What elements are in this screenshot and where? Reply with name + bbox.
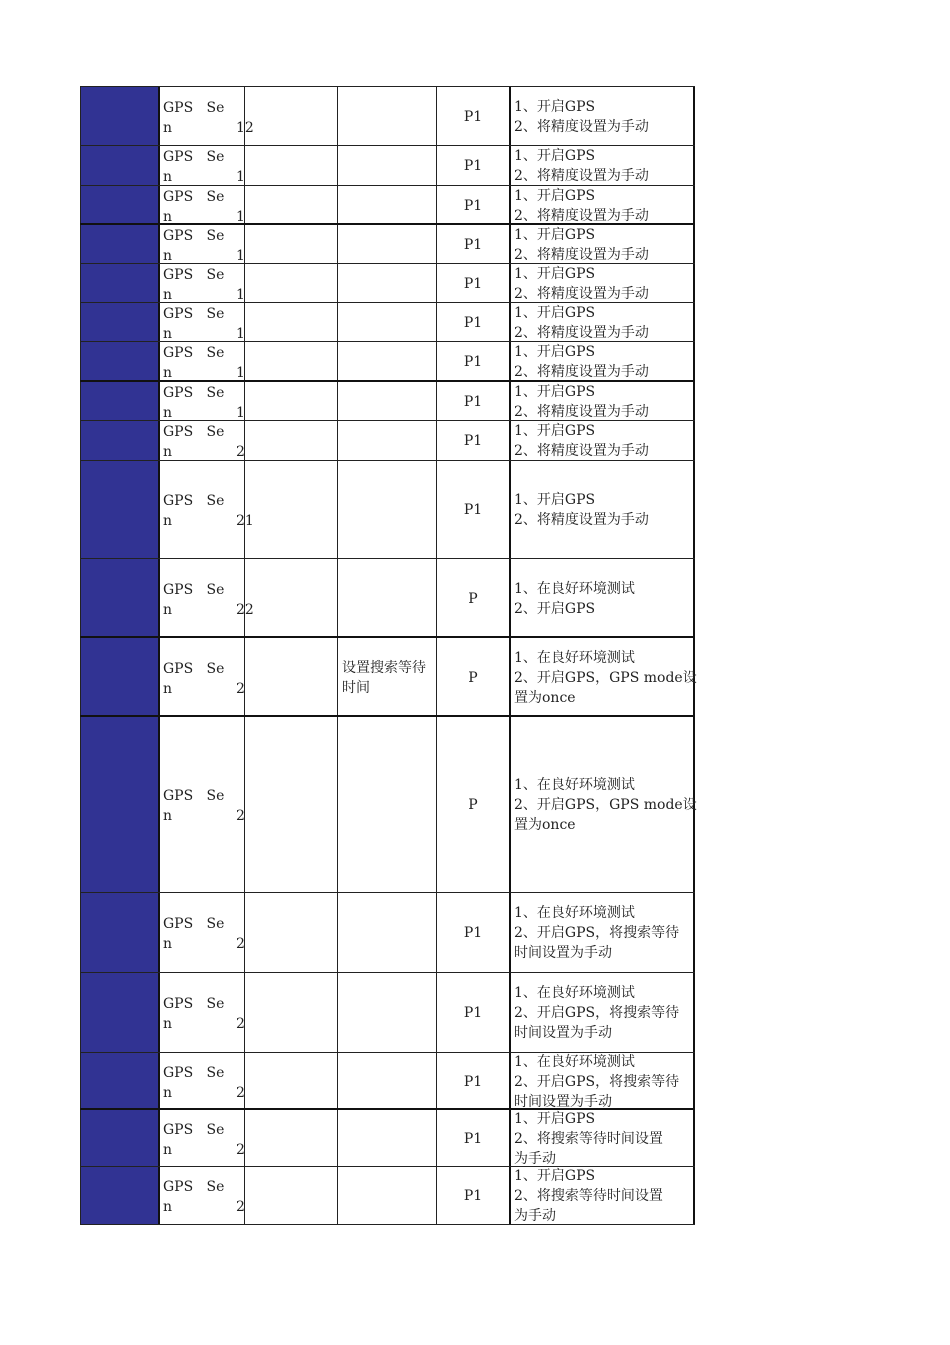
priority-cell[interactable] [437, 87, 511, 145]
step-line: 1、开启GPS [514, 344, 596, 360]
empty-cell[interactable] [245, 1110, 338, 1166]
category-cell[interactable] [80, 87, 160, 145]
case-name-text: GPS Se n [163, 149, 225, 185]
category-cell[interactable] [80, 1167, 160, 1224]
step-line: 1、开启GPS [514, 227, 596, 243]
category-cell[interactable] [80, 421, 160, 460]
priority-text: P1 [463, 315, 483, 331]
step-line: 1、开启GPS [514, 148, 596, 164]
steps-cell[interactable] [511, 225, 695, 263]
setting-cell[interactable] [338, 225, 437, 263]
step-line: 时间设置为手动 [514, 1094, 612, 1110]
priority-cell[interactable] [437, 1167, 511, 1224]
case-name-cell[interactable] [160, 1110, 245, 1166]
step-line: 1、在良好环境测试 [514, 650, 635, 666]
setting-cell[interactable] [338, 186, 437, 223]
table-row [80, 717, 695, 893]
step-line: 1、开启GPS [514, 188, 596, 204]
case-name-cell[interactable] [160, 559, 254, 636]
table-row [80, 303, 695, 342]
case-number-text: 1 [236, 365, 245, 381]
steps-text [514, 303, 694, 343]
case-name-text: GPS Se n [163, 661, 225, 697]
steps-cell[interactable] [511, 186, 695, 223]
case-number-text: 1 [236, 405, 245, 421]
step-line: 2、将精度设置为手动 [514, 325, 649, 341]
steps-cell[interactable] [511, 973, 695, 1052]
steps-cell[interactable] [511, 146, 695, 185]
case-number-text: 1 [236, 209, 245, 225]
case-number-text: 2 [236, 936, 245, 952]
step-line: 1、开启GPS [514, 99, 596, 115]
priority-cell[interactable] [437, 146, 511, 185]
category-cell[interactable] [80, 1053, 160, 1108]
case-number-text: 2 [236, 681, 245, 697]
empty-cell[interactable] [245, 1053, 338, 1108]
step-line: 1、开启GPS [514, 1111, 596, 1127]
priority-text: P1 [463, 394, 483, 410]
step-line: 2、将精度设置为手动 [514, 512, 649, 528]
spreadsheet-table [80, 86, 695, 1225]
priority-cell[interactable] [437, 1053, 511, 1108]
step-line: 2、将搜索等待时间设置 [514, 1188, 663, 1204]
step-line: 2、开启GPS，GPS mode设 [514, 670, 697, 686]
step-line: 2、将精度设置为手动 [514, 404, 649, 420]
case-name-cell[interactable] [160, 1167, 245, 1224]
priority-text: P [468, 591, 478, 607]
case-name-cell[interactable] [160, 973, 245, 1052]
table-row [80, 559, 695, 638]
table-row [80, 86, 695, 146]
case-name-cell[interactable] [160, 303, 245, 341]
priority-cell[interactable] [437, 382, 511, 420]
steps-text [514, 1109, 694, 1169]
category-cell[interactable] [80, 264, 160, 302]
case-number-text: 2 [236, 444, 245, 460]
step-line: 置为once [514, 690, 576, 706]
setting-cell[interactable] [338, 1167, 437, 1224]
step-line: 1、开启GPS [514, 305, 596, 321]
priority-cell[interactable] [437, 893, 511, 972]
step-line: 2、将精度设置为手动 [514, 286, 649, 302]
empty-cell[interactable] [245, 264, 338, 302]
priority-text: P1 [463, 237, 483, 253]
case-name-cell[interactable] [160, 342, 245, 380]
category-cell[interactable] [80, 559, 160, 636]
priority-cell[interactable] [437, 638, 511, 715]
priority-text: P1 [463, 502, 483, 518]
steps-text [514, 342, 694, 382]
step-line: 1、在良好环境测试 [514, 581, 635, 597]
case-name-text: GPS Se n [163, 1122, 225, 1158]
case-name-cell[interactable] [160, 717, 245, 892]
empty-cell[interactable] [245, 146, 338, 185]
case-number-text: 21 [236, 513, 254, 529]
setting-cell[interactable] [338, 421, 437, 460]
case-name-text: GPS Se n [163, 189, 225, 225]
step-line: 2、开启GPS，将搜索等待 [514, 1074, 680, 1090]
priority-cell[interactable] [437, 559, 511, 636]
steps-text [514, 97, 694, 137]
priority-text: P1 [463, 158, 483, 174]
case-name-text: GPS Se n [163, 345, 225, 381]
step-line: 2、开启GPS，GPS mode设 [514, 797, 697, 813]
priority-text: P1 [463, 354, 483, 370]
steps-text [514, 382, 694, 422]
empty-cell[interactable] [245, 717, 338, 892]
priority-text: P1 [463, 198, 483, 214]
empty-cell[interactable] [245, 87, 338, 145]
steps-cell[interactable] [511, 717, 695, 892]
setting-cell[interactable] [338, 87, 437, 145]
case-name-text: GPS Se n [163, 385, 225, 421]
priority-cell[interactable] [437, 186, 511, 223]
table-row [80, 638, 695, 717]
priority-cell[interactable] [437, 225, 511, 263]
step-line: 2、将精度设置为手动 [514, 119, 649, 135]
case-name-cell[interactable] [160, 382, 245, 420]
step-line: 2、将精度设置为手动 [514, 443, 649, 459]
case-name-text: GPS Se n [163, 788, 225, 824]
setting-cell[interactable] [338, 1110, 437, 1166]
steps-text [514, 648, 697, 708]
table-row [80, 893, 695, 973]
category-cell[interactable] [80, 382, 160, 420]
step-line: 2、将精度设置为手动 [514, 208, 649, 224]
steps-text [514, 421, 694, 461]
setting-cell[interactable] [338, 559, 437, 636]
steps-text [514, 146, 694, 186]
priority-text: P [468, 670, 478, 686]
priority-cell[interactable] [437, 717, 511, 892]
priority-text: P1 [463, 925, 483, 941]
step-line: 置为once [514, 817, 576, 833]
step-line: 2、开启GPS [514, 601, 596, 617]
case-name-cell[interactable] [160, 638, 245, 715]
priority-text: P1 [463, 1074, 483, 1090]
step-line: 2、将精度设置为手动 [514, 247, 649, 263]
step-line: 1、开启GPS [514, 492, 596, 508]
empty-cell[interactable] [245, 186, 338, 223]
step-line: 为手动 [514, 1208, 556, 1224]
case-number-text: 12 [236, 120, 254, 136]
category-cell[interactable] [80, 1110, 160, 1166]
category-cell[interactable] [80, 973, 160, 1052]
empty-cell[interactable] [245, 1167, 338, 1224]
table-row [80, 421, 695, 461]
steps-text [514, 579, 694, 619]
empty-cell[interactable] [245, 893, 338, 972]
table-row [80, 146, 695, 186]
empty-cell[interactable] [245, 421, 338, 460]
steps-text [514, 1166, 694, 1226]
case-name-cell[interactable] [160, 461, 254, 558]
case-name-text: GPS Se n [163, 493, 225, 529]
setting-cell[interactable] [338, 146, 437, 185]
table-row [80, 1110, 695, 1167]
steps-cell[interactable] [511, 264, 695, 302]
empty-cell[interactable] [245, 225, 338, 263]
category-cell[interactable] [80, 146, 160, 185]
step-line: 1、开启GPS [514, 423, 596, 439]
case-name-text: GPS Se n [163, 306, 225, 342]
case-number-text: 1 [236, 326, 245, 342]
steps-text [514, 1052, 694, 1112]
priority-text: P1 [463, 1005, 483, 1021]
step-line: 1、开启GPS [514, 384, 596, 400]
case-name-text: GPS Se n [163, 996, 225, 1032]
case-name-cell[interactable] [160, 146, 245, 185]
table-row [80, 1053, 695, 1110]
setting-cell[interactable] [338, 1053, 437, 1108]
empty-cell[interactable] [245, 973, 338, 1052]
category-cell[interactable] [80, 461, 160, 558]
priority-text: P [468, 797, 478, 813]
case-number-text: 1 [236, 248, 245, 264]
steps-cell[interactable] [511, 893, 695, 972]
step-line: 1、在良好环境测试 [514, 985, 635, 1001]
category-cell[interactable] [80, 717, 160, 892]
case-number-text: 2 [236, 1142, 245, 1158]
step-line: 时间设置为手动 [514, 945, 612, 961]
case-name-cell[interactable] [160, 264, 245, 302]
step-line: 为手动 [514, 1151, 556, 1167]
steps-cell[interactable] [511, 87, 695, 145]
case-name-cell[interactable] [160, 87, 254, 145]
table-row [80, 973, 695, 1053]
steps-cell[interactable] [511, 342, 695, 380]
case-name-text: GPS Se n [163, 100, 225, 136]
case-number-text: 2 [236, 808, 245, 824]
table-row [80, 461, 695, 559]
setting-cell[interactable] [338, 893, 437, 972]
steps-cell[interactable] [511, 1053, 695, 1108]
empty-cell[interactable] [245, 638, 338, 715]
step-line: 2、将精度设置为手动 [514, 168, 649, 184]
case-name-text: GPS Se n [163, 267, 225, 303]
setting-cell[interactable] [338, 717, 437, 892]
steps-text [514, 490, 694, 530]
step-line: 2、开启GPS，将搜索等待 [514, 925, 680, 941]
table-row [80, 382, 695, 421]
case-name-text: GPS Se n [163, 228, 225, 264]
empty-cell[interactable] [245, 382, 338, 420]
priority-text: P1 [463, 109, 483, 125]
case-number-text: 2 [236, 1016, 245, 1032]
steps-text [514, 983, 694, 1043]
steps-cell[interactable] [511, 382, 695, 420]
priority-cell[interactable] [437, 461, 511, 558]
category-cell[interactable] [80, 186, 160, 223]
step-line: 2、开启GPS，将搜索等待 [514, 1005, 680, 1021]
category-cell[interactable] [80, 225, 160, 263]
case-name-text: GPS Se n [163, 582, 225, 618]
setting-cell[interactable] [338, 264, 437, 302]
priority-text: P1 [463, 276, 483, 292]
steps-cell[interactable] [511, 461, 695, 558]
step-line: 2、将精度设置为手动 [514, 364, 649, 380]
steps-cell[interactable] [511, 303, 695, 341]
steps-cell[interactable] [511, 421, 695, 460]
steps-cell[interactable] [511, 638, 695, 715]
priority-cell[interactable] [437, 342, 511, 380]
steps-text [514, 903, 694, 963]
priority-cell[interactable] [437, 973, 511, 1052]
case-name-text: GPS Se n [163, 424, 225, 460]
step-line: 1、在良好环境测试 [514, 1054, 635, 1070]
case-number-text: 1 [236, 169, 245, 185]
table-row [80, 225, 695, 264]
case-number-text: 2 [236, 1199, 245, 1215]
case-name-cell[interactable] [160, 893, 245, 972]
case-name-cell[interactable] [160, 421, 245, 460]
category-cell[interactable] [80, 893, 160, 972]
table-row [80, 1167, 695, 1225]
case-name-text: GPS Se n [163, 916, 225, 952]
priority-cell[interactable] [437, 264, 511, 302]
step-line: 时间设置为手动 [514, 1025, 612, 1041]
setting-text: 设置搜索等待时间 [342, 660, 426, 696]
setting-cell[interactable] [338, 973, 437, 1052]
case-name-text: GPS Se n [163, 1179, 225, 1215]
steps-text [514, 225, 694, 265]
steps-text [514, 186, 694, 226]
empty-cell[interactable] [245, 342, 338, 380]
priority-cell[interactable] [437, 303, 511, 341]
category-cell[interactable] [80, 342, 160, 380]
empty-cell[interactable] [245, 559, 338, 636]
steps-cell[interactable] [511, 1110, 695, 1166]
empty-cell[interactable] [245, 303, 338, 341]
priority-text: P1 [463, 433, 483, 449]
setting-cell[interactable] [338, 303, 437, 341]
steps-cell[interactable] [511, 559, 695, 636]
table-row [80, 342, 695, 382]
setting-cell[interactable] [338, 342, 437, 380]
case-name-cell[interactable] [160, 1053, 245, 1108]
steps-cell[interactable] [511, 1167, 695, 1224]
case-name-cell[interactable] [160, 225, 245, 263]
table-row [80, 186, 695, 225]
category-cell[interactable] [80, 303, 160, 341]
priority-cell[interactable] [437, 1110, 511, 1166]
step-line: 1、开启GPS [514, 1168, 596, 1184]
step-line: 1、在良好环境测试 [514, 777, 635, 793]
priority-cell[interactable] [437, 421, 511, 460]
priority-text: P1 [463, 1188, 483, 1204]
setting-cell[interactable] [338, 382, 437, 420]
case-number-text: 2 [236, 1085, 245, 1101]
steps-text [514, 775, 697, 835]
setting-cell[interactable] [338, 638, 437, 715]
step-line: 1、在良好环境测试 [514, 905, 635, 921]
table-row [80, 264, 695, 303]
step-line: 1、开启GPS [514, 266, 596, 282]
setting-cell[interactable] [338, 461, 437, 558]
case-number-text: 1 [236, 287, 245, 303]
steps-text [514, 264, 694, 304]
case-number-text: 22 [236, 602, 254, 618]
case-name-cell[interactable] [160, 186, 245, 223]
empty-cell[interactable] [245, 461, 338, 558]
step-line: 2、将搜索等待时间设置 [514, 1131, 663, 1147]
priority-text: P1 [463, 1131, 483, 1147]
category-cell[interactable] [80, 638, 160, 715]
case-name-text: GPS Se n [163, 1065, 225, 1101]
